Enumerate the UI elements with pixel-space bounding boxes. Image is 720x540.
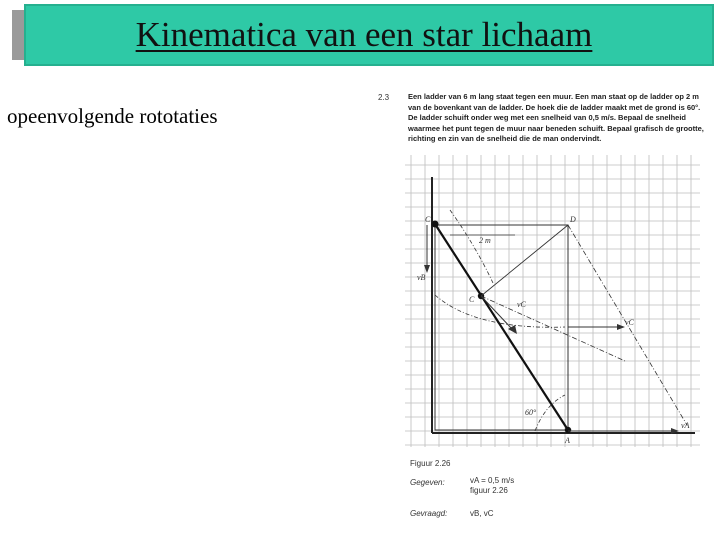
label-bottom: A xyxy=(565,436,570,445)
label-man: C xyxy=(469,295,475,304)
ladder-figure xyxy=(405,155,705,455)
problem-number: 2.3 xyxy=(378,93,390,102)
label-dim: 2 m xyxy=(479,236,491,245)
asked-value: vB, vC xyxy=(470,509,494,518)
grid xyxy=(405,155,700,447)
label-top: C xyxy=(425,215,431,224)
arc-man xyxy=(435,295,565,327)
title-bar xyxy=(24,4,714,66)
label-v-right: vC xyxy=(625,318,634,327)
construction-line-1 xyxy=(481,225,568,296)
slide-subtitle: opeenvolgende rototaties xyxy=(7,104,218,128)
asked-label: Gevraagd: xyxy=(410,509,448,518)
label-angle: 60° xyxy=(525,408,537,417)
point-bottom-dot xyxy=(565,427,571,433)
given-label: Gegeven: xyxy=(410,478,445,487)
problem-text: Een ladder van 6 m lang staat tegen een muur. Een man staat op de ladder op 2 m van de bovenkant van de ladder. De hoek die de ladder maakt met de grond is 60°. De ladder schuift onder weg met een snelheid van 0,5 m/s. Bepaal de snelheid waarmee het punt tegen de muur naar beneden schuift. Bepaal grafisch de grootte, richting en zin van de snelheid die de man ondervindt. xyxy=(408,92,704,144)
given-value-1: vA = 0,5 m/s xyxy=(470,476,515,485)
point-top-dot xyxy=(432,221,439,228)
given-value-2: figuur 2.26 xyxy=(470,486,508,495)
v-man-arrow xyxy=(481,296,513,330)
label-v-bottom: vA xyxy=(681,421,690,430)
label-v-man: vC xyxy=(517,300,526,309)
label-v-top: vB xyxy=(417,273,426,282)
figure-caption: Figuur 2.26 xyxy=(410,459,451,468)
label-icr: D xyxy=(570,215,576,224)
slide-title: Kinematica van een star lichaam xyxy=(135,15,593,54)
